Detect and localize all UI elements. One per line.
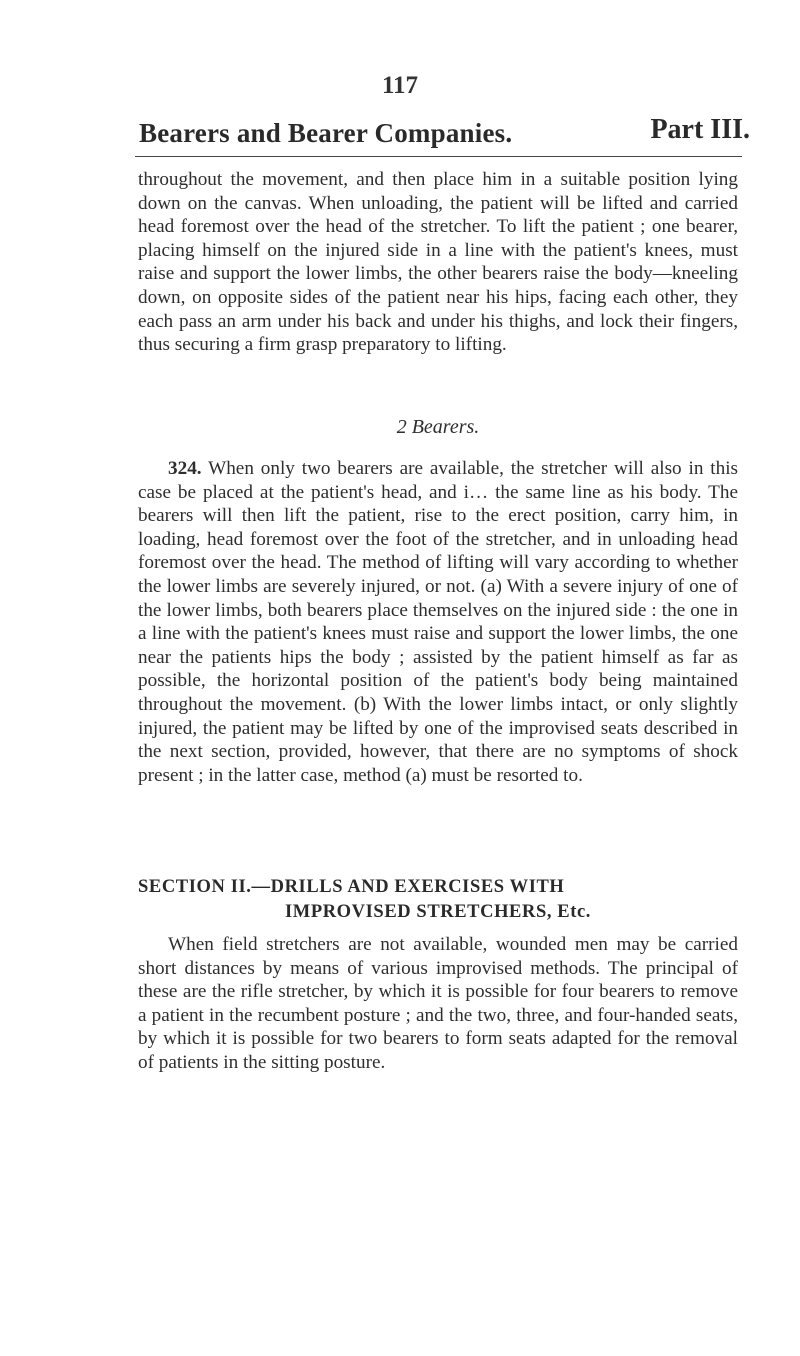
subheading-two-bearers: 2 Bearers. (396, 416, 480, 438)
running-head-part: Part III. (650, 114, 750, 145)
paragraph-324-text: When only two bearers are available, the stretcher will also in this case be placed at the patient's head, and i… the same line as his body. The bearers will then lift the patient, rise to the erect position, carry him, in loading, head foremost over the foot of the stretcher, and in unloading head foremost over the head. The method of lifting will vary according to whether the lower limbs are severely injured, or not. (a) With a severe injury of one of the lower limbs, both bearers place themselves on the injured side : the one in a line with the patient's knees must raise and support the lower limbs, the one near the patients hips the body ; assisted by the patient himself as far as possible, the horizontal position of the patient's body being maintained throughout the movement. (b) With the lower limbs intact, or only slightly injured, the patient may be lifted by one of the improvised seats described in the next section, provided, however, that there are no symptoms of shock present ; in the latter case, method (a) must be resorted to. (138, 458, 738, 786)
continued-paragraph (138, 168, 738, 357)
paragraph-number: 324. (168, 458, 202, 479)
page-number: 117 (381, 72, 419, 99)
running-head (135, 114, 750, 157)
paragraph-324 (138, 457, 738, 787)
section-paragraph-text: When field stretchers are not available, wounded men may be carried short distances by means of various improvised methods. The principal of these are the rifle stretcher, by which it is possible for four bearers to remove a patient in the recumbent posture ; and the two, three, and four-handed seats, by which it is possible for two bearers to form seats adapted for the removal of patients in the sitting posture. (138, 934, 738, 1073)
paragraph-324-body (138, 457, 738, 787)
section-paragraph (138, 933, 738, 1075)
continued-paragraph-text: throughout the movement, and then place him in a suitable position lying down on the canvas. When unloading, the patient will be lifted and carried head foremost over the head of the stretcher. To lift the patient ; one bearer, placing himself on the injured side in a line with the patient's knees, must raise and support the lower limbs, the other bearers raise the body—kneeling down, on opposite sides of the patient near his hips, facing each other, they each pass an arm under his back and under his thighs, and lock their fingers, thus securing a firm grasp preparatory to lifting. (138, 169, 738, 356)
running-head-title: Bearers and Bearer Companies. (139, 118, 513, 148)
section-heading-line1: SECTION II.—DRILLS AND EXERCISES WITH (138, 877, 565, 897)
section-heading-line2: IMPROVISED STRETCHERS, Etc. (284, 902, 592, 922)
section-heading (138, 875, 738, 925)
